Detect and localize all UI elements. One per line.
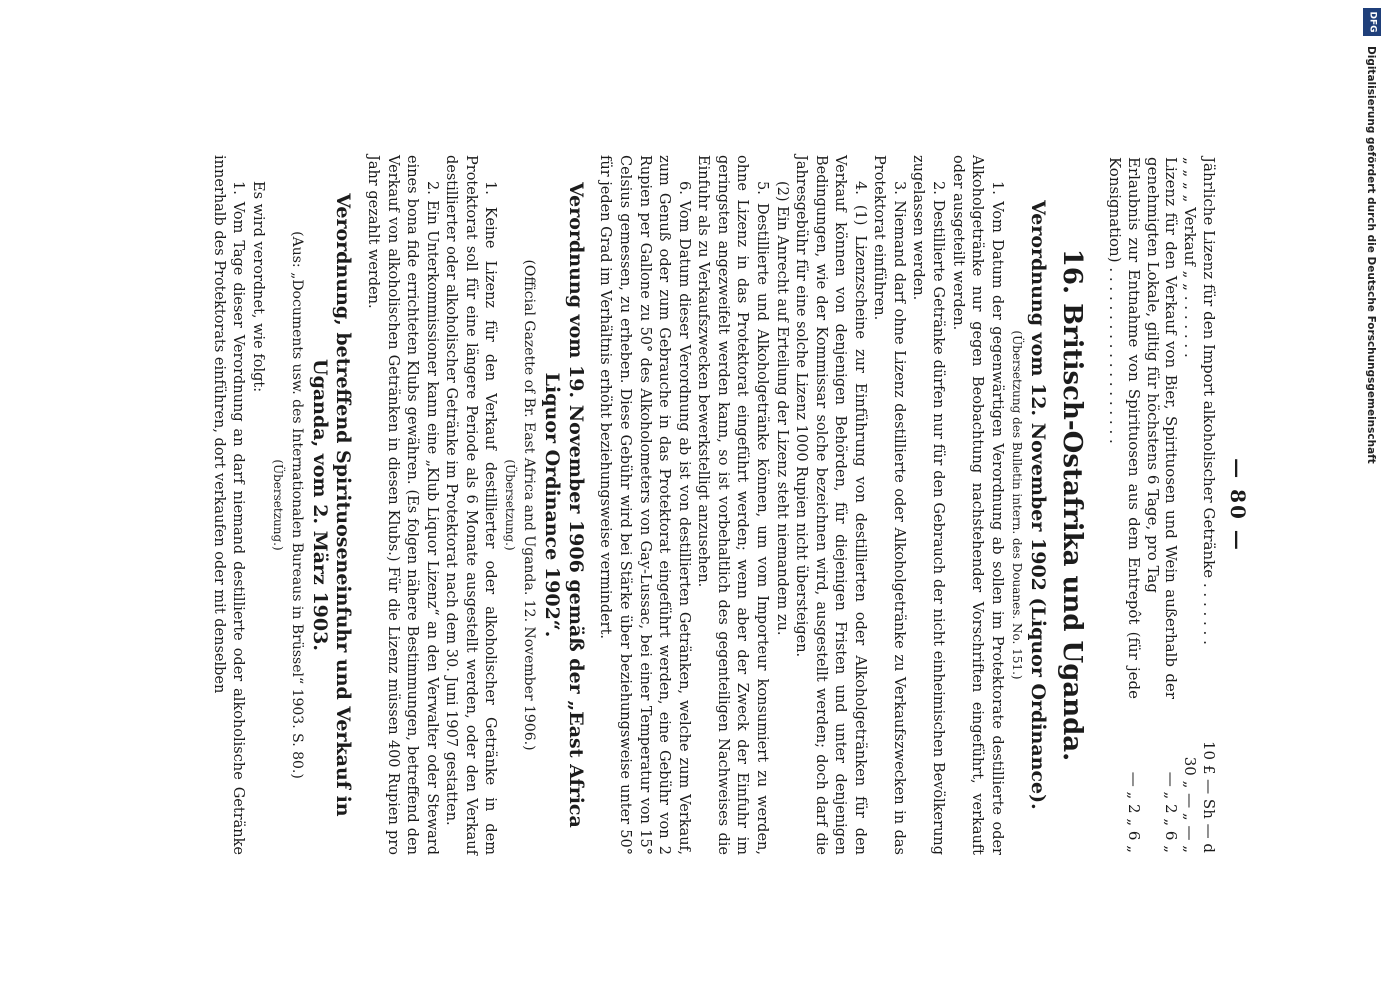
page-number: — 80 — [1226, 458, 1250, 552]
dfg-badge-label: DFG [1367, 11, 1378, 33]
fee-row [1199, 155, 1218, 855]
paragraph: 1. Vom Tage dieser Verordnung an darf niemand destillierte oder alkoholische Getränke innerhalb des Protektorats einführen, dort verkaufen oder mit denselben [210, 155, 247, 855]
fee-amount: — „ 2 „ 6 „ [1125, 771, 1143, 853]
paragraph: 4. (1) Lizenzscheine zur Einführung von destillierten oder Alkoholgetränken für den Verkauf können von denjenigen Behörden, für diejenigen Fristen und unter denjenigen Bedingungen, wie der Kommissar solche bezeichnen wird, ausgestellt werden; doch darf die Jahresgebühr für eine solche Lizenz 1000 Rupien nicht übersteigen. [793, 155, 868, 855]
fee-row [1143, 155, 1181, 855]
fee-desc: „ „ „ „ Verkauf „ „ . . . . . . . [1181, 157, 1200, 358]
fee-amount: — „ 2 „ 6 „ [1162, 771, 1181, 853]
document-page [100, 155, 1250, 855]
ordinance-1-note: (Übersetzung des Bulletin intern. des Douanes. No. 151.) [1009, 330, 1024, 680]
paragraph: 1. Vom Datum der gegenwärtigen Verordnung ab sollen im Protektorate destillierte oder Alkoholgetränke nur gegen Beobachtung nachstehender Vorschriften eingeführt, verkauft oder ausgeteilt werden. [949, 155, 1005, 855]
fee-row [1181, 155, 1200, 855]
ordinance-3-source: (Aus: „Documents usw. des Internationalen Bureaus in Brüssel“ 1903. S. 80.) [289, 231, 305, 779]
paragraph: 5. Destillierte und Alkoholgetränke können, um vom Importeur konsumiert zu werden, ohne Lizenz in das Protektorat eingeführt werden; wenn aber der Zweck der Einfuhr im geringsten angezweifelt werden kann, so ist vorbehaltlich des gegenteiligen Nachweises die Einfuhr als zu Verkaufszwecken bewerkstelligt anzusehen. [695, 155, 770, 855]
ordinance-2-title: Verordnung vom 19. November 1906 gemäß der „East Africa Liquor Ordinance 1902“. [541, 182, 587, 828]
paragraph: Es wird verordnet, wie folgt: [250, 181, 266, 393]
ordinance-3-title: Verordnung, betreffend Spirituoseneinfuhr und Verkauf in Uganda, vom 2. März 1903. [308, 193, 355, 817]
ordinance-3-note: (Übersetzung.) [271, 459, 285, 551]
funding-note: Digitalisierung gefördert durch die Deutsche Forschungsgemeinschaft [1365, 46, 1377, 464]
fee-desc: Lizenz für den Verkauf von Bier, Spirituosen und Wein außerhalb der genehmigten Lokale, giltig für höchstens 6 Tage, pro Tag [1143, 157, 1181, 699]
fee-table [1106, 155, 1219, 855]
fee-row [1106, 155, 1144, 855]
section-title: 16. Britisch-Ostafrika und Uganda. [1057, 248, 1088, 762]
paragraph: 6. Vom Datum dieser Verordnung ab ist von destillierten Getränken, welche zum Verkauf, zum Genuß oder zum Gebrauche in das Protektorat eingeführt werden, eine Gebühr von 2 Rupien per Gallone zu 50° des Alkoholometers von Gay-Lussac, bei einer Temperatur von 15° Celsius gemessen, zu erheben. Diese Gebühr wird bei Stärke über beziehungsweise unter 50° für jeden Grad im Verhältnis erhöht beziehungsweise vermindert. [597, 155, 692, 855]
paragraph: 1. Keine Lizenz für den Verkauf destillierter oder alkoholischer Getränke in dem Protektorat soll für eine längere Periode als 6 Monate ausgestellt werden, oder den Verkauf destillierter oder alkoholischer Getränke im Protektorat nach dem 30. Juni 1907 gestatten. [443, 155, 499, 855]
fee-desc: Erlaubnis zur Entnahme von Spirituosen aus dem Entrepôt (für jede Konsignation) . . . . . . . . . . . . . . . . . . . [1106, 157, 1143, 699]
ordinance-2-note: (Übersetzung.) [503, 459, 518, 551]
fee-amount: 10 £ — Sh — d [1200, 740, 1218, 853]
dfg-logo-icon [1363, 8, 1381, 36]
ordinance-1-title: Verordnung vom 12. November 1902 (Liquor Ordinance). [1027, 200, 1050, 810]
paragraph: 3. Niemand darf ohne Lizenz destillierte oder Alkoholgetränke zu Verkaufszwecken in das Protektorat einführen. [871, 155, 907, 855]
fee-desc: Jährliche Lizenz für den Import alkoholischer Getränke . . . . . . . [1200, 157, 1218, 645]
paragraph: 2. Destillierte Getränke dürfen nur für den Gebrauch der nicht einheimischen Bevölkerung zugelassen werden. [910, 155, 947, 855]
ordinance-2-source: (Official Gazette of Br. East Africa and Uganda. 12. November 1906.) [521, 259, 538, 751]
paragraph: 2. Ein Unterkommissioner kann eine „Klub Liquor Lizenz“ an den Verwalter oder Steward eines bona fide errichteten Klubs gewähren. (Es folgen nähere Bestimmungen, betreffend den Verkauf von alkoholischen Getränken in diesen Klubs.) Für die Lizenz müssen 400 Rupien pro Jahr gezahlt werden. [365, 155, 440, 855]
paragraph: (2) Ein Anrecht auf Erteilung der Lizenz steht niemandem zu. [773, 181, 790, 636]
fee-amount: 30 „ — „ — „ [1181, 756, 1200, 853]
